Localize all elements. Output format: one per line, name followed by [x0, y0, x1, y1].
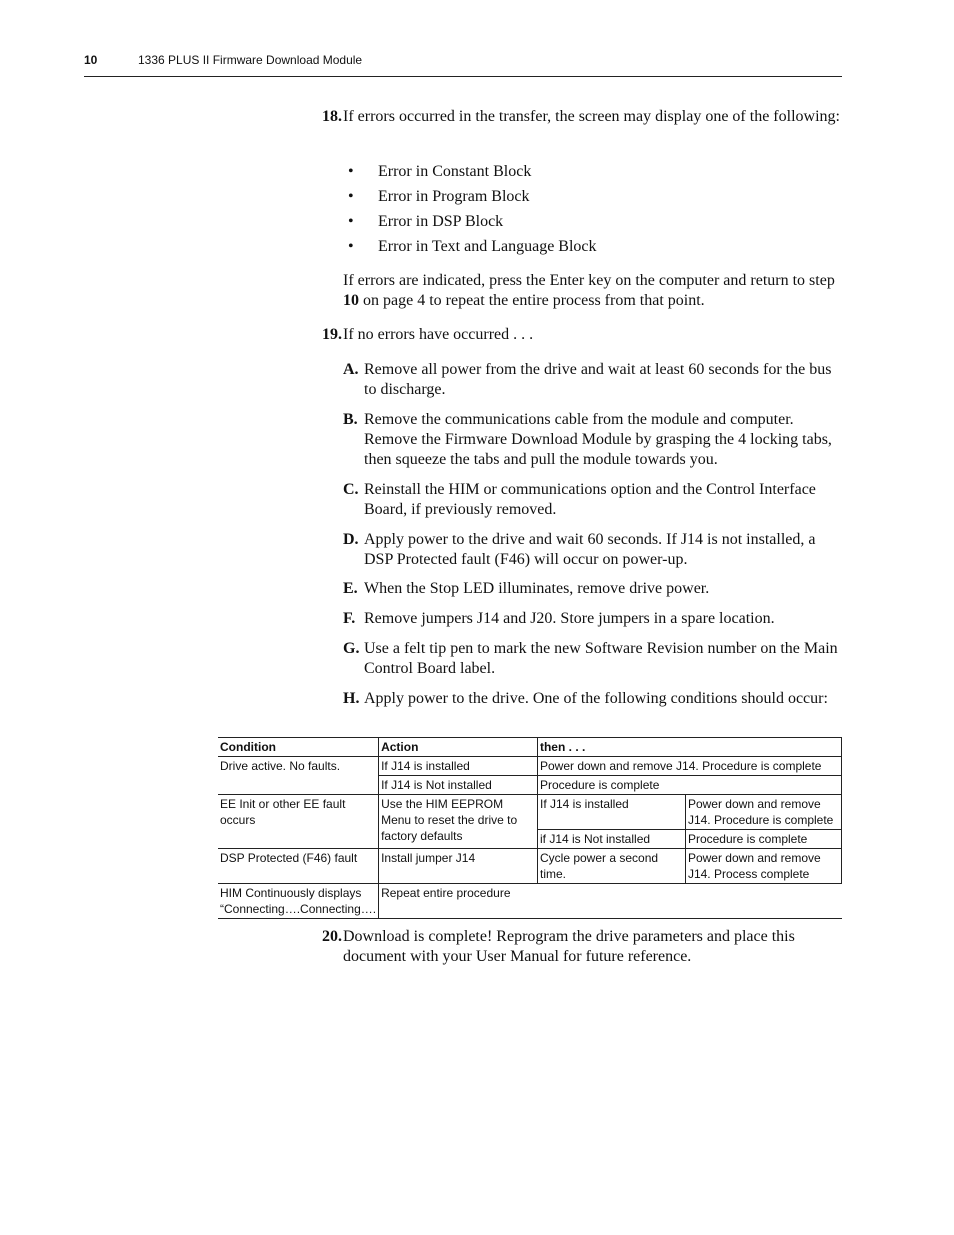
step-number: 20. [322, 928, 342, 945]
step-20 [322, 927, 842, 967]
substep-text: Remove all power from the drive and wait at least 60 seconds for the bus to discharge. [364, 361, 832, 398]
substep-letter: H. [343, 690, 360, 707]
substep-text: When the Stop LED illuminates, remove drive power. [364, 580, 710, 597]
note-text: If errors are indicated, press the Enter key on the computer and return to step [343, 272, 835, 289]
step-18 [322, 107, 842, 127]
table-row [218, 884, 842, 919]
substep-c [343, 480, 842, 520]
cell-result: Power down and remove J14. Process complete [685, 849, 841, 884]
header-then: then . . . [537, 738, 841, 757]
step-19 [322, 325, 842, 345]
header-condition: Condition [218, 738, 379, 757]
substep-b [343, 410, 842, 470]
cell-result: Power down and remove J14. Procedure is complete [685, 795, 841, 830]
substep-text: Remove jumpers J14 and J20. Store jumpers in a spare location. [364, 610, 775, 627]
cell-action: Repeat entire procedure [379, 884, 842, 919]
substep-g [343, 639, 842, 679]
cell-action: Install jumper J14 [379, 849, 538, 884]
cell-condition: HIM Continuously displays “Connecting….Connecting…. [218, 884, 379, 919]
bullet-icon: • [348, 238, 354, 255]
bullet-text: Error in DSP Block [378, 213, 504, 230]
cell-action: Use the HIM EEPROM Menu to reset the drive to factory defaults [379, 795, 538, 849]
substep-text: Reinstall the HIM or communications option and the Control Interface Board, if previously removed. [364, 481, 816, 518]
substep-a [343, 360, 842, 400]
substep-letter: A. [343, 361, 359, 378]
table-row [218, 757, 842, 776]
step-text: If errors occurred in the transfer, the screen may display one of the following: [343, 108, 840, 125]
header-action: Action [379, 738, 538, 757]
table-header-row [218, 738, 842, 757]
page-number: 10 [84, 53, 98, 67]
substep-text: Apply power to the drive. One of the following conditions should occur: [364, 690, 828, 707]
error-note [343, 271, 842, 311]
substep-d [343, 530, 842, 570]
cell-condition: EE Init or other EE fault occurs [218, 795, 379, 849]
cell-condition: Drive active. No faults. [218, 757, 379, 795]
cell-then: Cycle power a second time. [537, 849, 685, 884]
substep-f [343, 609, 842, 629]
substep-letter: D. [343, 531, 359, 548]
bullet-text: Error in Text and Language Block [378, 238, 597, 255]
cell-condition: DSP Protected (F46) fault [218, 849, 379, 884]
step-text: Download is complete! Reprogram the drive parameters and place this document with your User Manual for future reference. [343, 928, 795, 965]
step-number: 19. [322, 326, 342, 343]
cell-then: Power down and remove J14. Procedure is complete [537, 757, 841, 776]
bullet-icon: • [348, 163, 354, 180]
substep-e [343, 579, 842, 599]
conditions-table [218, 737, 842, 919]
substep-letter: E. [343, 580, 358, 597]
bullet-text: Error in Program Block [378, 188, 530, 205]
note-step-ref: 10 [343, 292, 359, 309]
document-title: 1336 PLUS II Firmware Download Module [138, 53, 363, 67]
step-number: 18. [322, 108, 342, 125]
substep-letter: G. [343, 640, 360, 657]
substep-text: Apply power to the drive and wait 60 seconds. If J14 is not installed, a DSP Protected fault (F46) will occur on power-up. [364, 531, 816, 568]
substep-text: Use a felt tip pen to mark the new Software Revision number on the Main Control Board label. [364, 640, 838, 677]
bullet-icon: • [348, 188, 354, 205]
substep-h [343, 689, 842, 709]
cell-then: if J14 is Not installed [537, 830, 685, 849]
cell-then: Procedure is complete [537, 776, 841, 795]
bullet-text: Error in Constant Block [378, 163, 532, 180]
step-text: If no errors have occurred . . . [343, 326, 534, 343]
note-text: on page 4 to repeat the entire process from that point. [359, 292, 705, 309]
bullet-icon: • [348, 213, 354, 230]
cell-action: If J14 is installed [379, 757, 538, 776]
substep-letter: C. [343, 481, 359, 498]
substep-text: Remove the communications cable from the module and computer. Remove the Firmware Download Module by grasping the 4 locking tabs, then squeeze the tabs and pull the module towards you. [364, 411, 832, 468]
cell-then: If J14 is installed [537, 795, 685, 830]
substep-letter: F. [343, 610, 356, 627]
table-row [218, 849, 842, 884]
substep-letter: B. [343, 411, 358, 428]
table-row [218, 795, 842, 830]
cell-result: Procedure is complete [685, 830, 841, 849]
page-header [84, 52, 842, 77]
cell-action: If J14 is Not installed [379, 776, 538, 795]
